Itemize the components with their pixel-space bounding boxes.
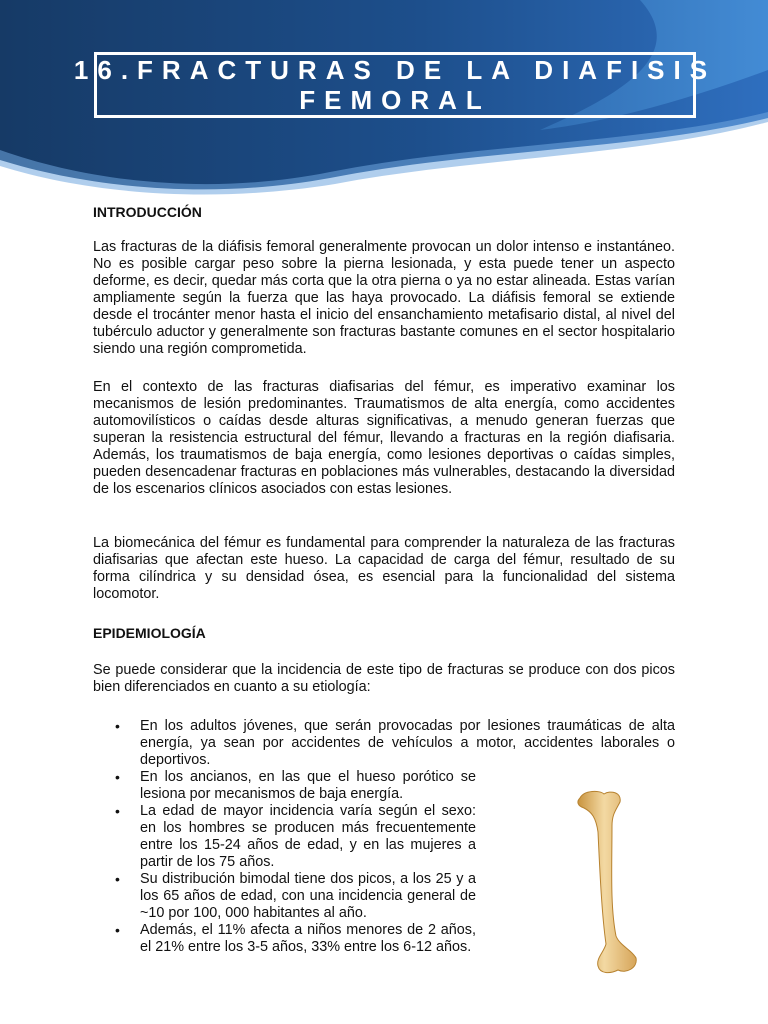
introduction-heading: INTRODUCCIÓN <box>93 204 202 220</box>
bullet-item: • En los adultos jóvenes, que serán provocadas por lesiones traumáticas de alta energía, ya sean por accidentes de vehículos a motor, accidentes laborales o deportivos. <box>115 718 675 768</box>
page-title-line-2: FEMORAL <box>299 85 491 115</box>
bullet-dot: • <box>115 769 120 785</box>
intro-paragraph-3: La biomecánica del fémur es fundamental para comprender la naturaleza de las fracturas diafisarias que afectan este hueso. La capacidad de carga del fémur, resultado de su forma cilíndrica y su densidad ósea, es esencial para la funcionalidad del sistema locomotor. <box>93 535 675 602</box>
bullet-dot: • <box>115 871 120 887</box>
bullet-dot: • <box>115 803 120 819</box>
bullet-item: • En los ancianos, en las que el hueso porótico se lesiona por mecanismos de baja energía. <box>115 769 476 802</box>
title-box <box>73 52 717 118</box>
bullet-item: • Además, el 11% afecta a niños menores de 2 años, el 21% entre los 3-5 años, 33% entre los 6-12 años. <box>115 922 476 955</box>
bullet-dot: • <box>115 718 120 734</box>
intro-paragraph-2: En el contexto de las fracturas diafisarias del fémur, es imperativo examinar los mecanismos de lesión predominantes. Traumatismos de alta energía, como accidentes automovilísticos o caídas desde alturas significativas, a menudo generan fuerzas que superan la resistencia estructural del fémur, llevando a fracturas en la región diafisaria. Además, los traumatismos de baja energía, como lesiones deportivas o caídas simples, pueden desencadenar fracturas en poblaciones más vulnerables, destacando la diversidad de los escenarios clínicos asociados con estas lesiones. <box>93 379 675 497</box>
epidemiology-heading: EPIDEMIOLOGÍA <box>93 625 206 641</box>
bullet-item: • La edad de mayor incidencia varía según el sexo: en los hombres se producen más frecuentemente entre los 15-24 años de edad, y en las mujeres a partir de los 75 años. <box>115 803 476 870</box>
epidemiology-paragraph: Se puede considerar que la incidencia de este tipo de fracturas se produce con dos picos bien diferenciados en cuanto a su etiología: <box>93 662 675 695</box>
bullet-dot: • <box>115 922 120 938</box>
page-title-line-1: 16.FRACTURAS DE LA DIAFISIS <box>73 55 717 85</box>
bullet-item: • Su distribución bimodal tiene dos picos, a los 25 y a los 65 años de edad, con una incidencia general de ~10 por 100, 000 habitantes al año. <box>115 871 476 921</box>
intro-paragraph-1: Las fracturas de la diáfisis femoral generalmente provocan un dolor intenso e instantáneo. No es posible cargar peso sobre la pierna lesionada, y esta puede tener un aspecto deforme, es decir, quedar más corta que la otra pierna o ya no estar alineada. Estas varían ampliamente según la fuerza que las haya provocado. La diáfisis femoral se extiende desde el trocánter menor hasta el inicio del ensanchamiento metafisario distal, al nivel del tubérculo aductor y generalmente son fracturas bastante comunes en el sector hospitalario siendo una región comprometida. <box>93 239 675 357</box>
femur-bone-illustration <box>570 786 650 976</box>
